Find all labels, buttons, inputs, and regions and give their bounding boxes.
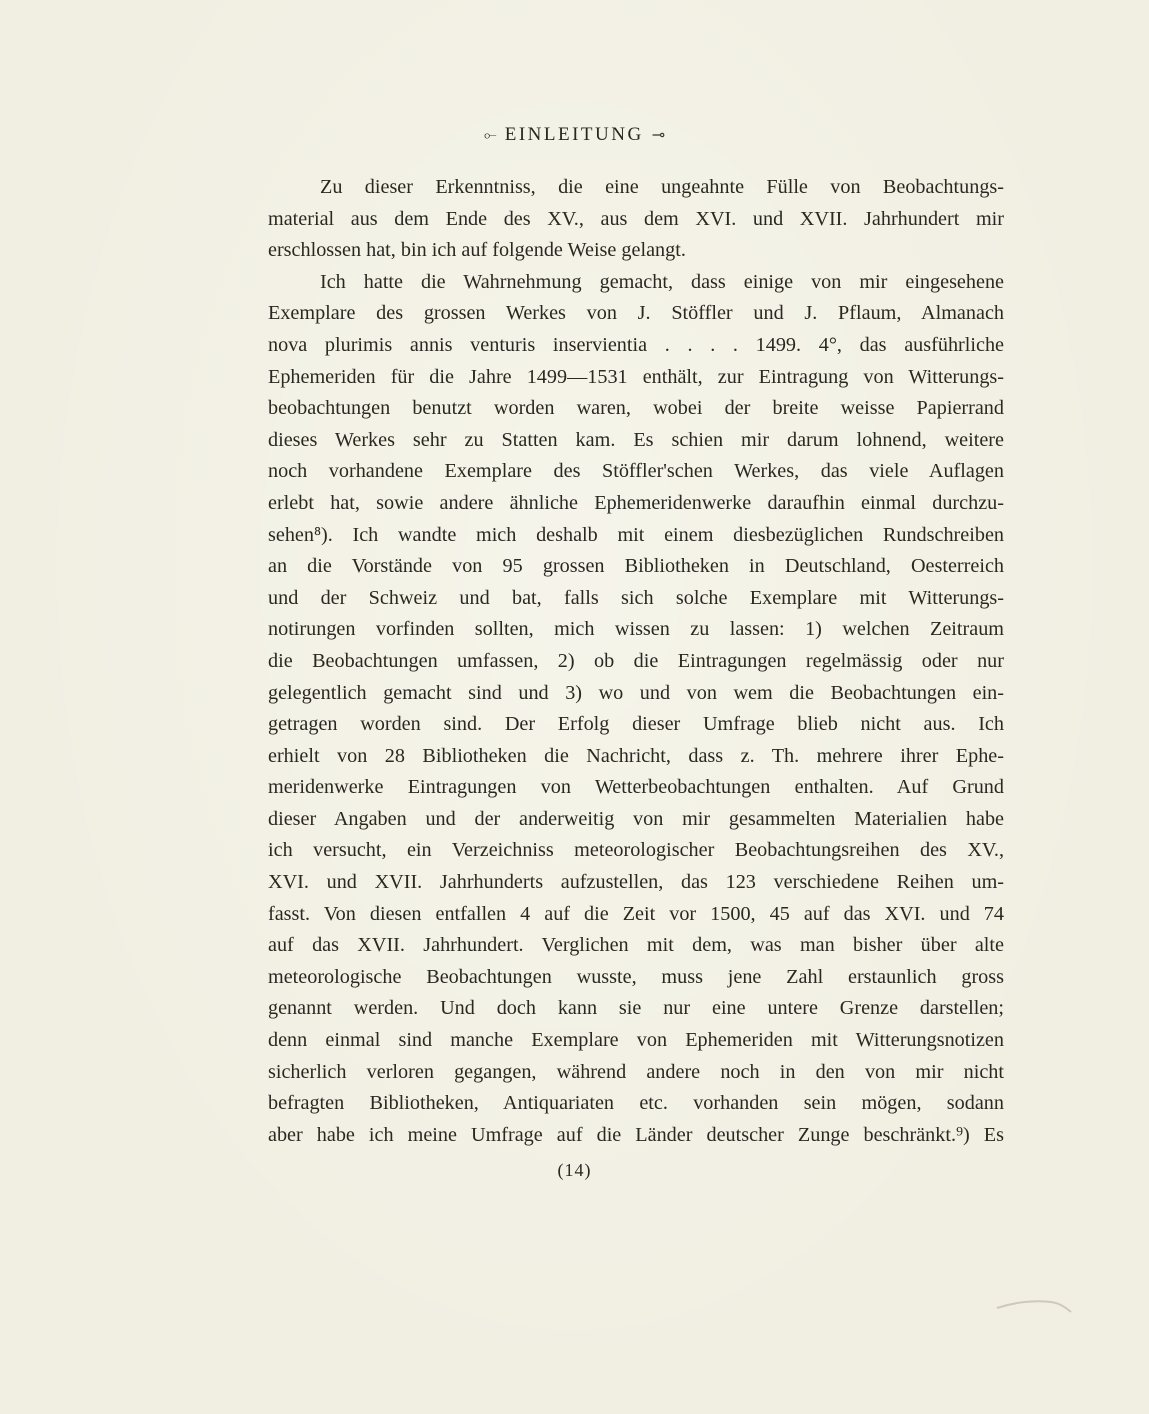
paper-smudge-mark [995,1296,1075,1316]
text-line: erhielt von 28 Bibliotheken die Nachricht, dass z. Th. mehrere ihrer Ephe- [268,744,1004,767]
text-line: aber habe ich meine Umfrage auf die Länder deutscher Zunge beschränkt.⁹) Es [268,1123,1004,1146]
text-line: fasst. Von diesen entfallen 4 auf die Zeit vor 1500, 45 auf das XVI. und 74 [268,902,1004,925]
text-line: dieses Werkes sehr zu Statten kam. Es schien mir darum lohnend, weitere [268,428,1004,451]
text-line: dieser Angaben und der anderweitig von mir gesammelten Materialien habe [268,807,1004,830]
text-line: notirungen vorfinden sollten, mich wissen zu lassen: 1) welchen Zeitraum [268,618,1004,641]
text-line: Ephemeriden für die Jahre 1499—1531 enthält, zur Eintragung von Witterungs- [268,365,1004,388]
running-header [0,124,1149,146]
text-line: erschlossen hat, bin ich auf folgende Weise gelangt. [268,239,686,262]
body-text [268,172,1004,1151]
running-header-title: EINLEITUNG [504,124,644,145]
text-line: ich versucht, ein Verzeichniss meteorologischer Beobachtungsreihen des XV., [268,839,1004,862]
text-line: Exemplare des grossen Werkes von J. Stöffler und J. Pflaum, Almanach [268,302,1004,325]
page-number: (14) [557,1160,592,1180]
text-line: auf das XVII. Jahrhundert. Verglichen mit dem, was man bisher über alte [268,934,1004,957]
text-line: Ich hatte die Wahrnehmung gemacht, dass einige von mir eingesehene [320,270,1004,293]
text-line: nova plurimis annis venturis inservientia . . . . 1499. 4°, das ausführliche [268,333,1004,356]
text-line: genannt werden. Und doch kann sie nur eine untere Grenze darstellen; [268,997,1004,1020]
text-line: material aus dem Ende des XV., aus dem XVI. und XVII. Jahrhundert mir [268,207,1004,230]
text-line: und der Schweiz und bat, falls sich solche Exemplare mit Witterungs- [268,586,1004,609]
text-line: XVI. und XVII. Jahrhunderts aufzustellen, das 123 verschiedene Reihen um- [268,871,1004,894]
text-line: meteorologische Beobachtungen wusste, muss jene Zahl erstaunlich gross [268,965,1004,988]
text-line: Zu dieser Erkenntniss, die eine ungeahnte Fülle von Beobachtungs- [320,176,1004,198]
text-line: die Beobachtungen umfassen, 2) ob die Eintragungen regelmässig oder nur [268,649,1004,672]
text-line: erlebt hat, sowie andere ähnliche Ephemeridenwerke daraufhin einmal durchzu- [268,491,1004,514]
left-ornament-icon: ⟜ [483,127,497,144]
text-line: denn einmal sind manche Exemplare von Ephemeriden mit Witterungsnotizen [268,1029,1004,1052]
text-line: sicherlich verloren gegangen, während andere noch in den von mir nicht [268,1060,1004,1083]
text-line: sehen⁸). Ich wandte mich deshalb mit einem diesbezüglichen Rundschreiben [268,523,1004,546]
text-line: beobachtungen benutzt worden waren, wobei der breite weisse Papierrand [268,397,1004,420]
text-line: gelegentlich gemacht sind und 3) wo und von wem die Beobachtungen ein- [268,681,1004,704]
right-ornament-icon: ⊸ [651,127,666,144]
text-line: noch vorhandene Exemplare des Stöffler'schen Werkes, das viele Auflagen [268,460,1004,483]
text-line: befragten Bibliotheken, Antiquariaten etc. vorhanden sein mögen, sodann [268,1092,1004,1115]
text-line: getragen worden sind. Der Erfolg dieser Umfrage blieb nicht aus. Ich [268,713,1004,736]
text-line: an die Vorstände von 95 grossen Bibliotheken in Deutschland, Oesterreich [268,555,1004,578]
text-line: meridenwerke Eintragungen von Wetterbeobachtungen enthalten. Auf Grund [268,776,1004,799]
